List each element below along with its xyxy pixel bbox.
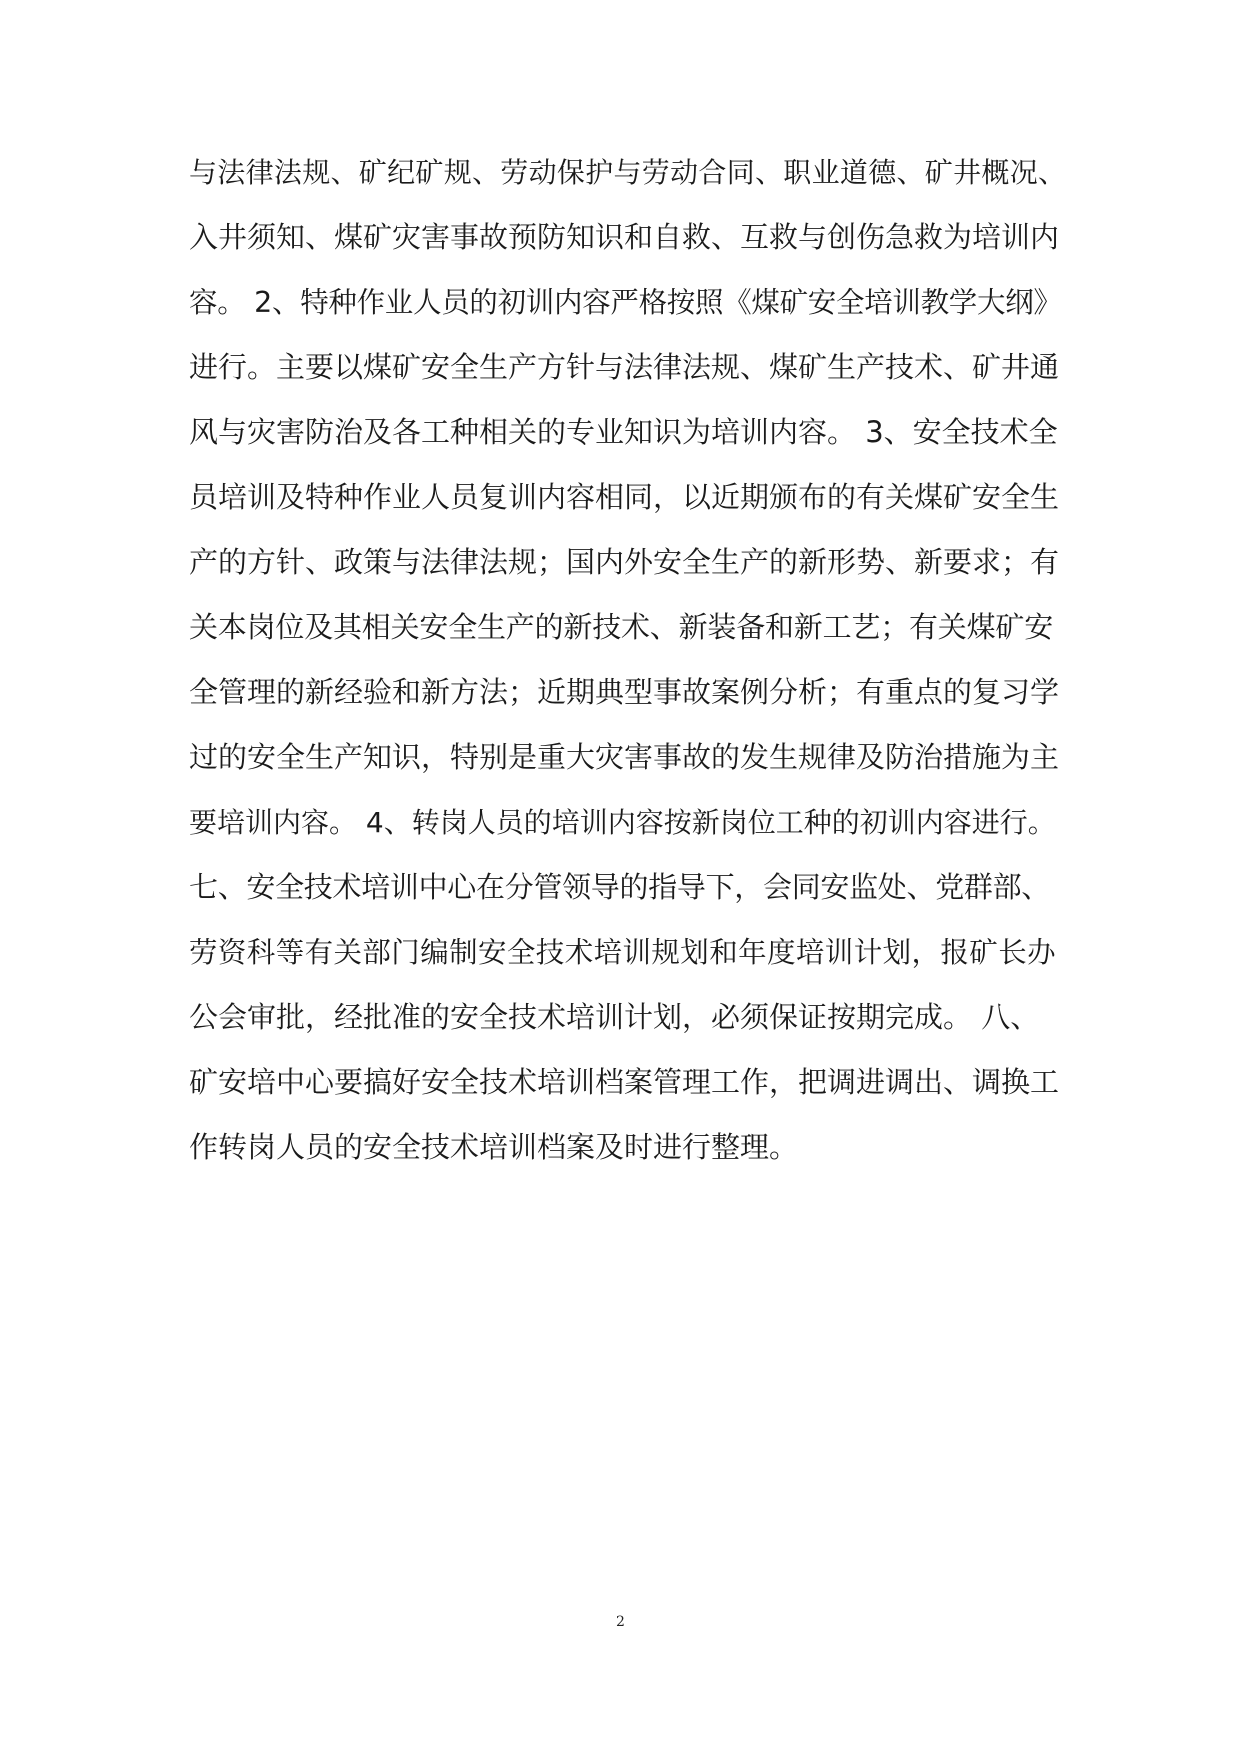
text-line: 矿安培中心要搞好安全技术培训档案管理工作，把调进调出、调换工 — [189, 1065, 1060, 1099]
text-line: 全管理的新经验和新方法；近期典型事故案例分析；有重点的复习学 — [189, 675, 1060, 709]
text-line: 进行。主要以煤矿安全生产方针与法律法规、煤矿生产技术、矿井通 — [189, 350, 1060, 384]
text-line: 员培训及特种作业人员复训内容相同，以近期颁布的有关煤矿安全生 — [189, 480, 1060, 514]
text-line: 公会审批，经批准的安全技术培训计划，必须保证按期完成。 八、 — [189, 1000, 1040, 1034]
text-line: 关本岗位及其相关安全生产的新技术、新装备和新工艺；有关煤矿安 — [189, 610, 1054, 644]
text-line: 过的安全生产知识，特别是重大灾害事故的发生规律及防治措施为主 — [189, 740, 1060, 774]
text-line: 与法律法规、矿纪矿规、劳动保护与劳动合同、职业道德、矿井概况、 — [189, 156, 1067, 189]
text-line: 入井须知、煤矿灾害事故预防知识和自救、互救与创伤急救为培训内 — [189, 220, 1060, 254]
text-line: 劳资科等有关部门编制安全技术培训规划和年度培训计划，报矿长办 — [189, 936, 1057, 969]
text-line: 风与灾害防治及各工种相关的专业知识为培训内容。 3、安全技术全 — [189, 415, 1058, 449]
text-line: 作转岗人员的安全技术培训档案及时进行整理。 — [189, 1130, 799, 1164]
text-line: 容。 2、特种作业人员的初训内容严格按照《煤矿安全培训教学大纲》 — [189, 286, 1062, 319]
body-text — [189, 140, 1069, 1180]
text-line: 产的方针、政策与法律法规；国内外安全生产的新形势、新要求；有 — [189, 545, 1060, 579]
page-number: 2 — [616, 1614, 625, 1630]
text-line: 要培训内容。 4、转岗人员的培训内容按新岗位工种的初训内容进行。 — [189, 806, 1056, 839]
text-line: 七、安全技术培训中心在分管领导的指导下，会同安监处、党群部、 — [189, 870, 1051, 904]
